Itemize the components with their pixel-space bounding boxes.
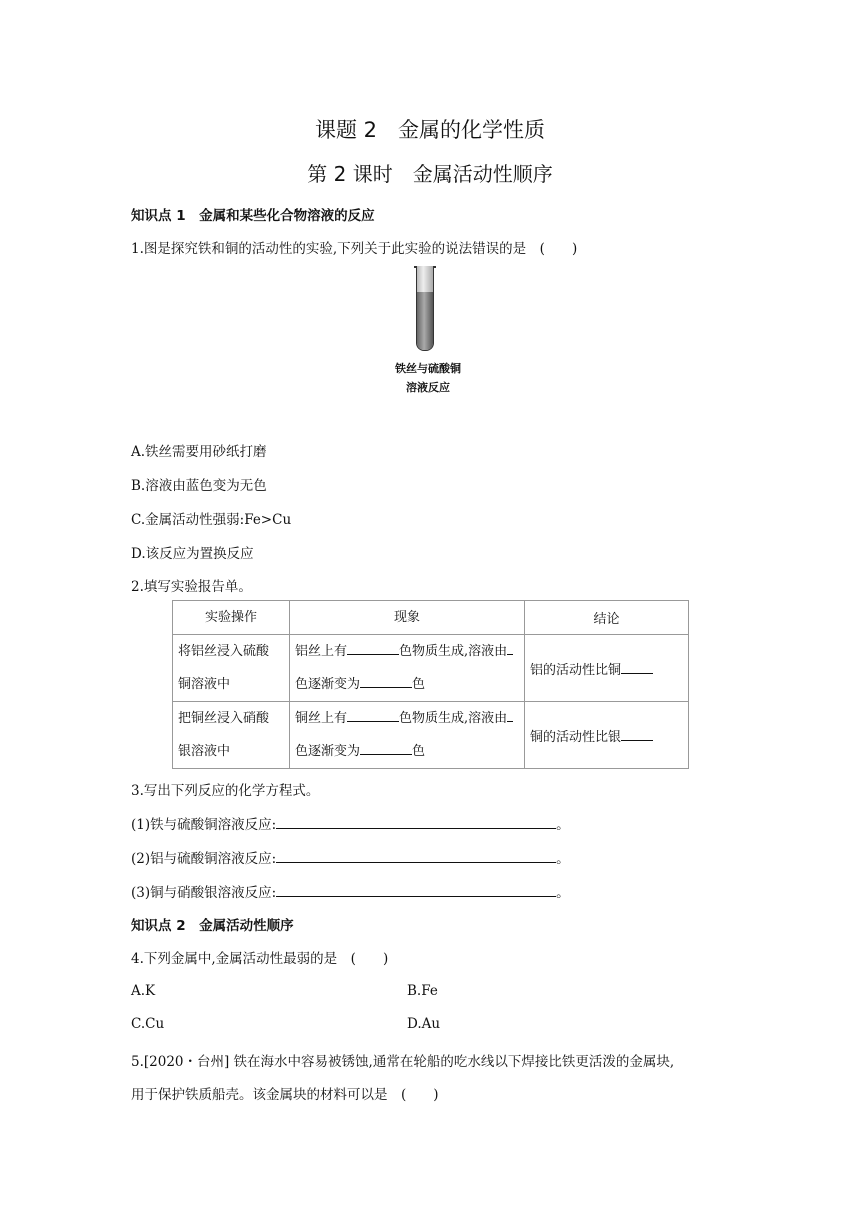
table-row (173, 635, 689, 702)
header-operation: 实验操作 (173, 601, 290, 635)
q4-option-b: B.Fe (407, 983, 438, 999)
figure-caption-line2: 溶液反应 (406, 381, 450, 394)
q1-option-b: B.溶液由蓝色变为无色 (131, 478, 267, 494)
q1-option-d: D.该反应为置换反应 (131, 546, 254, 562)
end-mark: 。 (556, 817, 570, 833)
answer-blank[interactable] (621, 726, 653, 741)
phenomenon-line (295, 668, 519, 701)
q3-item-2 (131, 847, 570, 867)
operation-line: 把铜丝浸入硝酸 (178, 711, 270, 726)
answer-blank[interactable] (360, 673, 412, 688)
question-1-stem: 1.图是探究铁和铜的活动性的实验,下列关于此实验的说法错误的是 ( ) (131, 241, 578, 257)
phenomenon-line (295, 702, 519, 735)
question-5-line2: 用于保护铁质船壳。该金属块的材料可以是 ( ) (131, 1087, 439, 1103)
phenomenon-cell (290, 635, 525, 702)
conclusion-text: 铜的活动性比银 (530, 729, 622, 745)
figure-caption-line1: 铁丝与硫酸铜 (395, 362, 461, 375)
q3-item-3 (131, 881, 570, 901)
operation-line: 铜溶液中 (178, 677, 231, 692)
end-mark: 。 (556, 851, 570, 867)
question-5-line1: 5.[2020・台州] 铁在海水中容易被锈蚀,通常在轮船的吃水线以下焊接比铁更活泼的金属块, (131, 1054, 675, 1070)
phenomenon-line (295, 635, 519, 668)
phenomenon-cell (290, 702, 525, 769)
answer-blank[interactable] (507, 707, 513, 722)
knowledge-point-2-heading: 知识点 2 金属活动性顺序 (131, 918, 294, 934)
question-4-stem: 4.下列金属中,金属活动性最弱的是 ( ) (131, 951, 389, 967)
phenomenon-text: 色逐渐变为 (295, 744, 361, 759)
knowledge-point-1-heading: 知识点 1 金属和某些化合物溶液的反应 (131, 208, 375, 224)
question-3-stem: 3.写出下列反应的化学方程式。 (131, 783, 320, 799)
table-header-row (173, 601, 689, 635)
phenomenon-text: 铜丝上有 (295, 711, 348, 726)
q4-option-c: C.Cu (131, 1016, 165, 1032)
header-phenomenon: 现象 (290, 601, 525, 635)
operation-line: 银溶液中 (178, 744, 231, 759)
operation-line: 将铝丝浸入硫酸 (178, 644, 270, 659)
q1-option-a: A.铁丝需要用砂纸打磨 (131, 444, 267, 460)
answer-blank[interactable] (276, 882, 556, 897)
conclusion-text: 铝的活动性比铜 (530, 662, 622, 678)
phenomenon-text: 铝丝上有 (295, 644, 348, 659)
test-tube-figure (396, 266, 466, 401)
table-row (173, 702, 689, 769)
operation-cell (173, 702, 290, 769)
question-2-stem: 2.填写实验报告单。 (131, 579, 252, 595)
q4-option-d: D.Au (407, 1016, 441, 1032)
header-conclusion: 结论 (525, 601, 689, 635)
q3-item-label: (3)铜与硝酸银溶液反应: (131, 885, 277, 901)
phenomenon-text: 色 (412, 677, 426, 692)
phenomenon-text: 色物质生成,溶液由 (399, 711, 508, 726)
phenomenon-line (295, 735, 519, 768)
q4-option-a: A.K (131, 983, 156, 999)
phenomenon-text: 色 (412, 744, 426, 759)
phenomenon-text: 色物质生成,溶液由 (399, 644, 508, 659)
answer-blank[interactable] (276, 814, 556, 829)
answer-blank[interactable] (360, 740, 412, 755)
q3-item-label: (2)铝与硫酸铜溶液反应: (131, 851, 277, 867)
q3-item-label: (1)铁与硫酸铜溶液反应: (131, 817, 277, 833)
phenomenon-text: 色逐渐变为 (295, 677, 361, 692)
conclusion-cell (525, 702, 689, 769)
conclusion-cell (525, 635, 689, 702)
answer-blank[interactable] (347, 707, 399, 722)
lesson-title: 课题 2 金属的化学性质 (314, 118, 546, 142)
answer-blank[interactable] (507, 640, 513, 655)
test-tube-icon (416, 266, 434, 351)
experiment-report-table (172, 600, 689, 769)
answer-blank[interactable] (347, 640, 399, 655)
period-title: 第 2 课时 金属活动性顺序 (307, 162, 553, 186)
operation-cell (173, 635, 290, 702)
copper-sulfate-solution (417, 292, 433, 350)
q3-item-1 (131, 813, 570, 833)
answer-blank[interactable] (621, 659, 653, 674)
q1-option-c: C.金属活动性强弱:Fe>Cu (131, 512, 292, 528)
end-mark: 。 (556, 885, 570, 901)
answer-blank[interactable] (276, 848, 556, 863)
